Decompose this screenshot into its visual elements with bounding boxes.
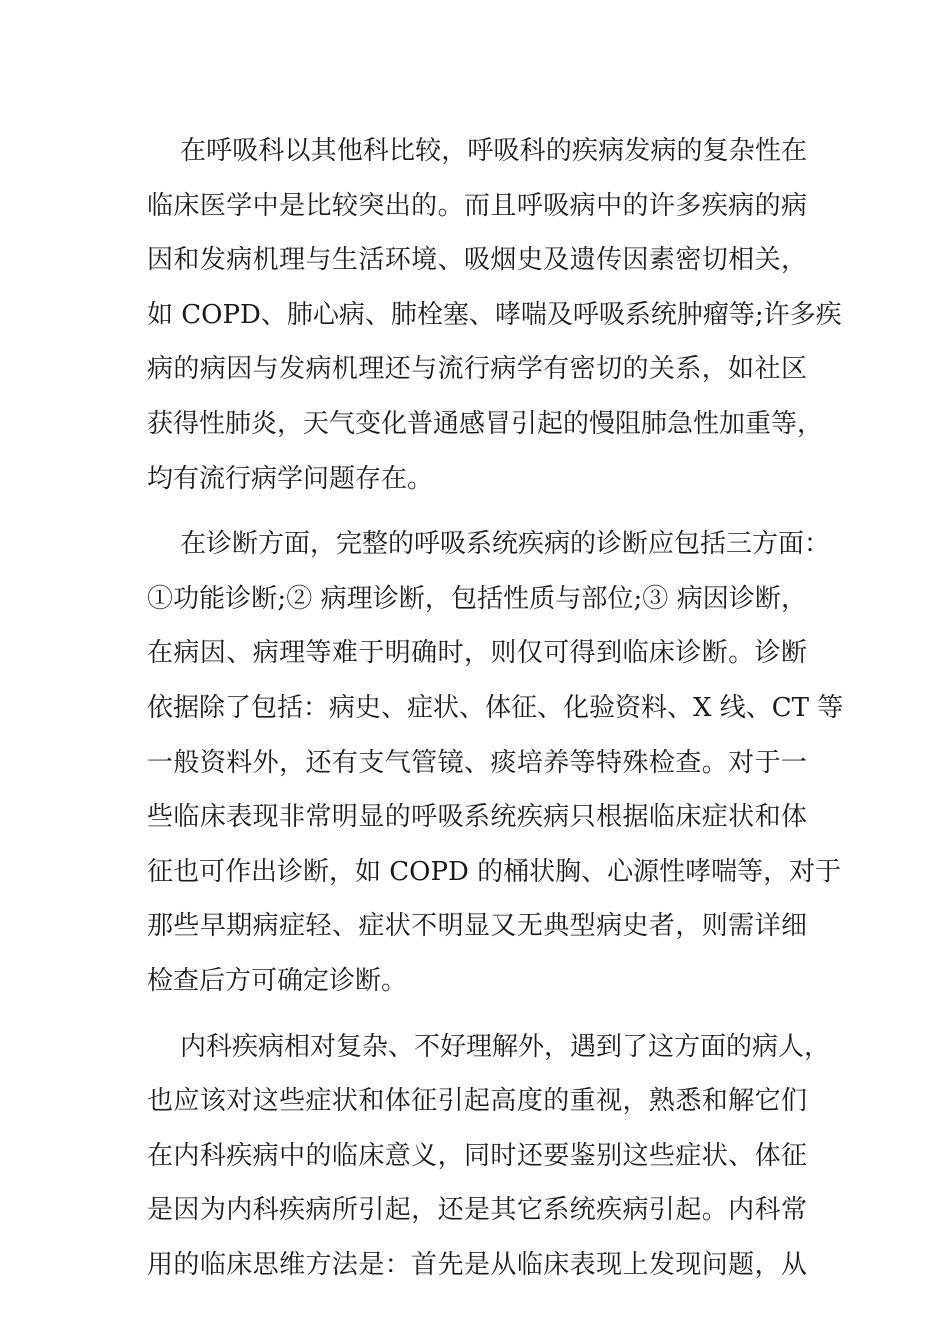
text-line: 检查后方可确定诊断。 xyxy=(147,965,408,996)
text-line: 病的病因与发病机理还与流行病学有密切的关系，如社区 xyxy=(147,354,807,385)
text-line: ①功能诊断;② 病理诊断，包括性质与部位;③ 病因诊断， xyxy=(147,583,807,614)
paragraph-respiratory-complexity xyxy=(147,124,842,506)
text-line: 均有流行病学问题存在。 xyxy=(147,463,434,494)
text-line: 一般资料外，还有支气管镜、痰培养等特殊检查。对于一 xyxy=(147,747,807,778)
text-line: 征也可作出诊断，如 COPD 的桶状胸、心源性哮喘等，对于 xyxy=(147,856,842,887)
text-line: 也应该对这些症状和体征引起高度的重视，熟悉和解它们 xyxy=(147,1086,807,1117)
text-line: 依据除了包括：病史、症状、体征、化验资料、X 线、CT 等 xyxy=(147,692,844,723)
paragraph-diagnosis xyxy=(147,517,844,1008)
text-line: 在内科疾病中的临床意义，同时还要鉴别这些症状、体征 xyxy=(147,1140,807,1171)
text-line: 那些早期病症轻、症状不明显又无典型病史者，则需详细 xyxy=(147,911,807,942)
text-line: 在呼吸科以其他科比较，呼吸科的疾病发病的复杂性在 xyxy=(180,136,807,166)
text-line: 是因为内科疾病所引起，还是其它系统疾病引起。内科常 xyxy=(147,1195,807,1226)
text-line: 在诊断方面，完整的呼吸系统疾病的诊断应包括三方面： xyxy=(180,529,831,560)
document-body xyxy=(147,124,844,1292)
text-line: 如 COPD、肺心病、肺栓塞、哮喘及呼吸系统肿瘤等;许多疾 xyxy=(147,299,842,330)
text-line: 在病因、病理等难于明确时，则仅可得到临床诊断。诊断 xyxy=(147,638,807,669)
text-line: 些临床表现非常明显的呼吸系统疾病只根据临床症状和体 xyxy=(147,802,807,833)
text-line: 因和发病机理与生活环境、吸烟史及遗传因素密切相关， xyxy=(147,245,807,276)
paragraph-clinical-thinking xyxy=(147,1020,831,1293)
text-line: 用的临床思维方法是：首先是从临床表现上发现问题，从 xyxy=(147,1249,807,1280)
text-line: 获得性肺炎，天气变化普通感冒引起的慢阻肺急性加重等， xyxy=(147,408,824,439)
text-line: 临床医学中是比较突出的。而且呼吸病中的许多疾病的病 xyxy=(147,190,807,221)
text-line: 内科疾病相对复杂、不好理解外，遇到了这方面的病人， xyxy=(180,1031,831,1062)
